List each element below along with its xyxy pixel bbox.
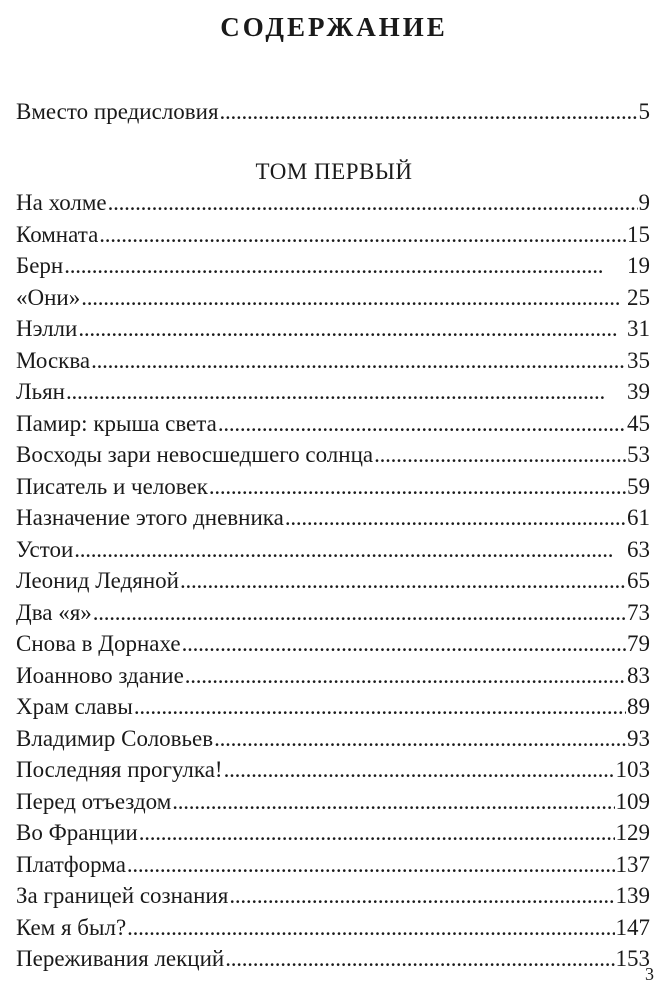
toc-entry <box>16 629 650 658</box>
toc-entry-page: 73 <box>627 599 650 625</box>
toc-entry-page: 89 <box>627 694 650 719</box>
dot-leader <box>127 850 615 879</box>
toc-entry-title: Переживания лекций <box>16 946 225 971</box>
toc-entry <box>16 787 650 816</box>
toc-entry <box>16 314 650 343</box>
toc-entry-preface <box>16 97 650 126</box>
toc-entry-title: Два «я» <box>16 599 92 625</box>
toc-entry-page: 147 <box>615 914 650 940</box>
toc-entry-page: 63 <box>627 536 650 562</box>
toc-entry-page: 153 <box>615 946 650 971</box>
toc-entry-title: Последняя прогулка! <box>16 757 223 782</box>
toc-entry-page: 39 <box>627 379 650 404</box>
toc-entry <box>16 818 650 847</box>
toc-entry <box>16 409 650 438</box>
dot-leader <box>185 661 626 690</box>
toc-entry-page: 79 <box>627 631 650 656</box>
toc-entry <box>16 598 650 627</box>
toc-entry <box>16 346 650 375</box>
toc-entry-title: Владимир Соловьев <box>16 725 214 751</box>
toc-entry <box>16 566 650 595</box>
toc-entry <box>16 692 650 721</box>
dot-leader <box>78 314 626 343</box>
toc-entry-page: 35 <box>627 347 650 373</box>
dot-leader <box>225 944 614 973</box>
toc-entry-title: Снова в Дорнахе <box>16 631 181 656</box>
dot-leader <box>134 692 626 721</box>
toc-entry-page: 65 <box>627 568 650 593</box>
dot-leader <box>229 881 614 910</box>
dot-leader <box>81 283 626 312</box>
toc-entry <box>16 220 650 249</box>
toc-entry <box>16 535 650 564</box>
toc-entry-title: Иоанново здание <box>16 662 184 688</box>
toc-entry <box>16 944 650 973</box>
toc-entry-page: 25 <box>627 284 650 310</box>
toc-entry <box>16 850 650 879</box>
dot-leader <box>218 409 626 438</box>
toc-entry-page: 53 <box>627 442 650 467</box>
dot-leader <box>374 440 626 469</box>
toc-entry <box>16 755 650 784</box>
page-number: 3 <box>645 964 654 984</box>
toc-entry-title: Платформа <box>16 851 126 877</box>
toc-entry <box>16 724 650 753</box>
dot-leader <box>182 629 626 658</box>
dot-leader <box>224 755 615 784</box>
dot-leader <box>66 377 626 406</box>
page-title: СОДЕРЖАНИЕ <box>220 12 448 42</box>
toc-entry <box>16 503 650 532</box>
toc-entry-page: 9 <box>638 190 650 215</box>
toc-entry <box>16 913 650 942</box>
toc-entry-title: Берн <box>16 253 64 278</box>
dot-leader <box>127 913 614 942</box>
toc-entry-title: Леонид Ледяной <box>16 568 179 593</box>
toc-entry-title: Памир: крыша света <box>16 410 217 436</box>
toc-entry-page: 129 <box>615 820 650 845</box>
toc-entry-title: Писатель и человек <box>16 473 208 499</box>
toc-entry <box>16 251 650 280</box>
toc-entry-title: Устои <box>16 536 74 562</box>
dot-leader <box>91 346 626 375</box>
toc-entry-title: Нэлли <box>16 316 78 341</box>
toc-entry-title: Перед отъездом <box>16 788 172 814</box>
toc-entry <box>16 440 650 469</box>
dot-leader <box>214 724 626 753</box>
toc-entry-page: 31 <box>627 316 650 341</box>
toc-entry-title: Кем я был? <box>16 914 127 940</box>
toc-entry-page: 5 <box>638 99 650 124</box>
toc-entry-page: 15 <box>627 221 650 247</box>
toc-entry <box>16 377 650 406</box>
dot-leader <box>180 566 626 595</box>
toc-entry-page: 59 <box>627 473 650 499</box>
toc-entry-title: «Они» <box>16 284 81 310</box>
toc-entry-title: Во Франции <box>16 820 138 845</box>
dot-leader <box>220 97 638 126</box>
toc-entry <box>16 661 650 690</box>
toc-entry-title: На холме <box>16 190 107 215</box>
toc-entry-page: 83 <box>627 662 650 688</box>
toc-entry-title: Москва <box>16 347 91 373</box>
toc-entry-title: Храм славы <box>16 694 133 719</box>
toc-entry-page: 61 <box>627 505 650 530</box>
toc-entry-page: 93 <box>627 725 650 751</box>
toc-entry-title: Восходы зари невосшедшего солнца <box>16 442 374 467</box>
toc-entry-page: 45 <box>627 410 650 436</box>
toc-entry-page: 109 <box>615 788 650 814</box>
dot-leader <box>209 472 626 501</box>
toc-entry <box>16 881 650 910</box>
dot-leader <box>74 535 626 564</box>
toc-entry-title: Льян <box>16 379 65 404</box>
toc-entry-page: 19 <box>627 253 650 278</box>
toc-entry-title: За границей сознания <box>16 883 229 908</box>
dot-leader <box>139 818 615 847</box>
toc-entry <box>16 283 650 312</box>
toc-entry-page: 139 <box>615 883 650 908</box>
toc-entry-title: Назначение этого дневника <box>16 505 284 530</box>
toc-entry <box>16 472 650 501</box>
section-heading: ТОМ ПЕРВЫЙ <box>255 159 413 184</box>
dot-leader <box>172 787 614 816</box>
dot-leader <box>285 503 626 532</box>
dot-leader <box>99 220 626 249</box>
dot-leader <box>108 188 638 217</box>
toc-entry-page: 137 <box>615 851 650 877</box>
toc-entry-title: Вместо предисловия <box>16 99 219 124</box>
toc-entry-title: Комната <box>16 221 99 247</box>
dot-leader <box>93 598 626 627</box>
toc-entry <box>16 188 650 217</box>
dot-leader <box>64 251 626 280</box>
toc-entry-page: 103 <box>615 757 650 782</box>
